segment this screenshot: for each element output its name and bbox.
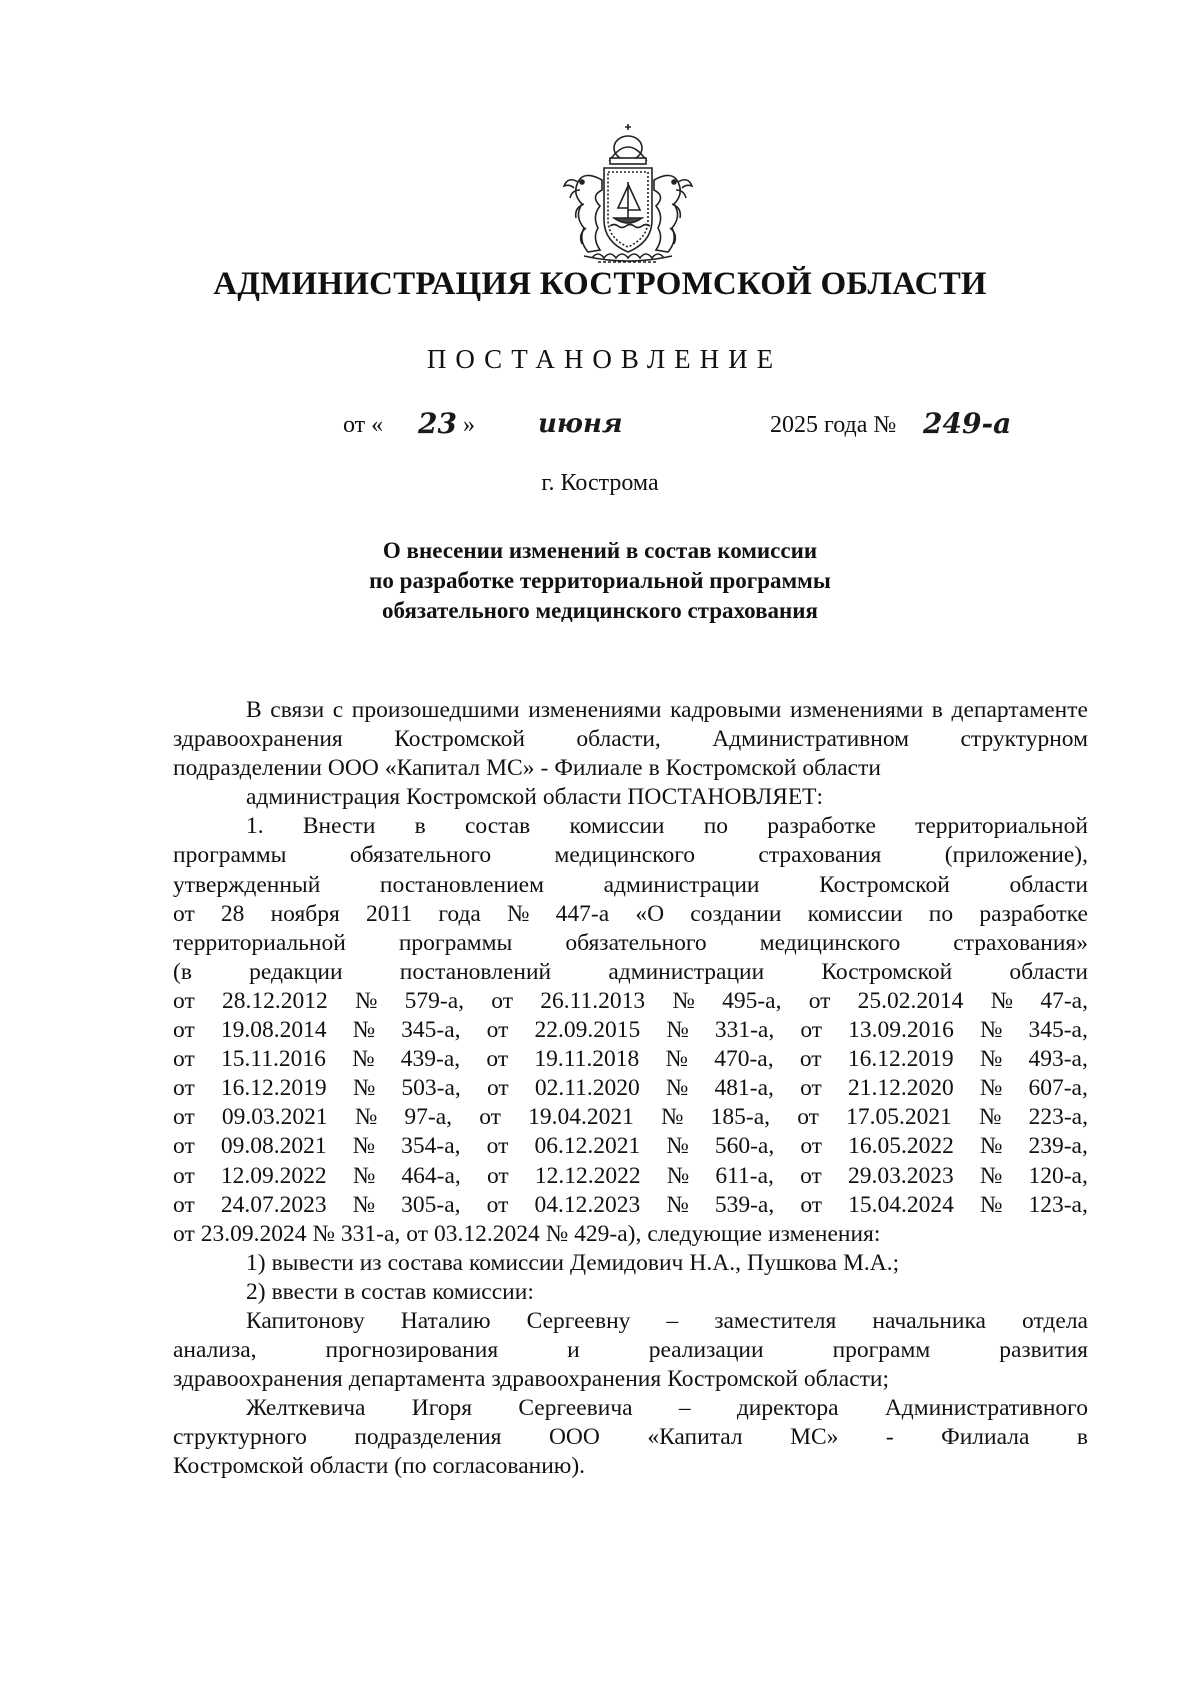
body-word: страхования» <box>953 929 1088 956</box>
body-word: от <box>799 1046 822 1073</box>
body-text-line <box>173 1336 1088 1365</box>
body-word: № <box>545 1220 569 1247</box>
date-day-close: » <box>463 412 475 438</box>
body-word: комиссии <box>468 1249 564 1276</box>
body-word: в <box>1076 1424 1088 1451</box>
body-word: 1. <box>246 813 264 840</box>
body-text-line <box>173 1365 1088 1394</box>
body-word: 22.09.2015 <box>534 1017 641 1044</box>
body-word: по <box>703 813 729 840</box>
body-word: от <box>173 1191 195 1218</box>
body-word: комиссии <box>807 900 903 927</box>
body-word: 123-а, <box>1028 1191 1088 1218</box>
body-word: (в <box>173 958 192 985</box>
body-word: Филиала <box>941 1424 1030 1451</box>
body-text-line <box>173 1191 1088 1220</box>
body-word: области <box>1009 871 1088 898</box>
body-word: 2) <box>246 1278 266 1305</box>
body-word: 354-а, <box>401 1133 461 1160</box>
body-word: № <box>666 1162 690 1189</box>
body-word: Н.А., <box>689 1249 741 1276</box>
body-word: Костромской <box>667 1366 798 1393</box>
body-word: № <box>666 1191 689 1218</box>
body-word: следующие <box>647 1220 763 1247</box>
body-word: от <box>173 900 195 927</box>
body-word: от <box>486 1162 509 1189</box>
body-word: от <box>486 1017 509 1044</box>
body-word: - <box>540 755 549 782</box>
body-word: 25.02.2014 <box>857 987 964 1014</box>
body-word: от <box>808 987 831 1014</box>
body-word: 495-а, <box>722 987 782 1014</box>
body-text-line <box>173 1452 1088 1481</box>
body-word: отдела <box>1022 1307 1088 1334</box>
body-word: 345-а, <box>1028 1017 1088 1044</box>
body-word: 09.08.2021 <box>220 1133 327 1160</box>
body-word: № <box>979 1162 1003 1189</box>
body-word: № <box>990 987 1014 1014</box>
body-text-line <box>173 900 1088 929</box>
body-word: связи <box>270 697 325 723</box>
body-word: 47-а, <box>1040 987 1088 1014</box>
body-word: медицинского <box>554 842 695 869</box>
body-word: от <box>486 1075 509 1102</box>
body-word: № <box>979 1017 1003 1044</box>
body-word: области <box>309 1453 389 1480</box>
body-word: Костромской <box>821 958 953 985</box>
body-word: № <box>979 1104 1002 1131</box>
body-word: подразделении <box>173 755 322 782</box>
body-word: развития <box>999 1337 1088 1364</box>
body-word: 560-а, <box>714 1133 775 1160</box>
body-word: «О <box>635 900 665 927</box>
body-word: от <box>486 1133 509 1160</box>
body-word: от <box>173 1220 195 1247</box>
body-word: создании <box>690 900 782 927</box>
body-word: № <box>507 900 530 927</box>
subject-line: по разработке территориальной программы <box>369 568 831 593</box>
body-word: 429-а), <box>574 1220 642 1247</box>
body-word: 19.04.2021 <box>528 1104 634 1131</box>
body-word: от <box>486 1191 509 1218</box>
body-word: 2011 <box>366 900 413 927</box>
body-word: 16.05.2022 <box>848 1133 954 1160</box>
body-word: 464-а, <box>401 1162 461 1189</box>
body-text-line <box>173 812 1088 841</box>
body-word: М.А.; <box>842 1249 900 1276</box>
body-text-line <box>173 1045 1088 1074</box>
body-word: 503-а, <box>401 1075 461 1102</box>
body-word: структурного <box>173 1424 307 1451</box>
body-word: 24.07.2023 <box>220 1191 327 1218</box>
body-word: 331-а, <box>714 1017 775 1044</box>
body-text-line <box>173 1132 1088 1161</box>
body-word: в <box>648 755 660 782</box>
body-word: ООО <box>548 1424 600 1451</box>
body-word: 28.12.2012 <box>221 987 328 1014</box>
body-word: изменениями <box>528 697 662 723</box>
body-text-line <box>173 841 1088 870</box>
body-word: Сергеевича <box>518 1395 633 1422</box>
body-text-line <box>173 987 1088 1016</box>
body-word: по <box>928 900 954 927</box>
body-word: с <box>332 697 344 723</box>
body-word: от <box>800 1162 822 1189</box>
body-word: «Капитал <box>384 755 481 782</box>
document-subject <box>0 536 1200 626</box>
body-word: программы <box>398 929 513 956</box>
body-word: кадровыми <box>670 697 782 723</box>
body-word: 02.11.2020 <box>534 1075 640 1102</box>
body-word: территориальной <box>173 929 346 956</box>
body-word: 607-а, <box>1028 1075 1088 1102</box>
body-word: редакции <box>249 958 343 985</box>
body-word: 470-а, <box>714 1046 774 1073</box>
body-word: «Капитал <box>647 1424 743 1451</box>
body-word: в <box>931 697 943 723</box>
body-word: 16.12.2019 <box>847 1046 954 1073</box>
body-word: страхования <box>758 842 882 869</box>
body-word: 04.12.2023 <box>534 1191 641 1218</box>
body-word: № <box>665 1046 688 1073</box>
body-word: 447-а <box>555 900 610 927</box>
body-word: администрация <box>246 784 401 811</box>
body-text-line <box>173 754 1088 783</box>
body-word: 439-а, <box>400 1046 461 1073</box>
body-word: № <box>352 1162 376 1189</box>
body-word: ноября <box>270 900 340 927</box>
body-word: № <box>665 1075 689 1102</box>
body-word: № <box>979 1133 1003 1160</box>
body-word: 26.11.2013 <box>540 987 646 1014</box>
body-word: (приложение), <box>944 842 1088 869</box>
body-word: от <box>800 1191 823 1218</box>
body-text-line <box>173 1220 1088 1249</box>
body-word: Демидович <box>569 1249 684 1276</box>
body-text-line <box>173 696 1088 725</box>
body-word: от <box>486 1046 509 1073</box>
body-text-line <box>173 783 1088 812</box>
body-word: Костромской <box>173 1453 304 1480</box>
body-word: 120-а, <box>1028 1162 1088 1189</box>
body-word: Филиале <box>554 755 643 782</box>
body-word: МС» <box>790 1424 839 1451</box>
body-word: вывести <box>271 1249 354 1276</box>
body-word: ввести <box>271 1278 338 1305</box>
body-word: № <box>666 1017 689 1044</box>
body-word: № <box>672 987 695 1014</box>
body-word: Костромской <box>394 726 525 753</box>
body-word: изменениями <box>789 697 924 723</box>
body-text-line <box>173 1103 1088 1132</box>
body-word: от <box>479 1104 501 1131</box>
body-word: № <box>354 987 378 1014</box>
handwritten-document-number: 249-а <box>923 407 1012 440</box>
date-line <box>0 407 1200 447</box>
body-word: заместителя <box>714 1307 837 1334</box>
body-word: 06.12.2021 <box>534 1133 641 1160</box>
body-word: разработке <box>979 900 1088 927</box>
body-word: прогнозирования <box>325 1337 499 1364</box>
body-word: Костромской <box>819 871 950 898</box>
body-word: № <box>979 1075 1003 1102</box>
body-word: 09.03.2021 <box>221 1104 328 1131</box>
body-word: области, <box>576 726 661 753</box>
body-word: администрации <box>603 871 760 898</box>
body-word: 97-а, <box>404 1104 453 1131</box>
date-prefix: от « <box>343 412 384 438</box>
body-word: начальника <box>872 1307 986 1334</box>
body-word: от <box>800 1075 822 1102</box>
body-word: МС» <box>486 755 535 782</box>
body-word: области; <box>803 1366 890 1393</box>
body-word: администрации <box>608 958 765 985</box>
body-word: 331-а, <box>340 1220 401 1247</box>
body-word: согласованию). <box>432 1453 586 1480</box>
body-word: 13.09.2016 <box>848 1017 954 1044</box>
body-word: департаменте <box>951 697 1088 723</box>
body-word: 611-а, <box>715 1162 774 1189</box>
body-text-line <box>173 871 1088 900</box>
body-word: № <box>352 1017 376 1044</box>
body-word: программы <box>173 842 287 869</box>
body-word: – <box>678 1395 691 1422</box>
body-text-line <box>173 1307 1088 1336</box>
body-word: от <box>800 1017 823 1044</box>
body-word: 12.09.2022 <box>220 1162 327 1189</box>
body-word: утвержденный <box>173 871 321 898</box>
body-word: в <box>414 813 426 840</box>
body-word: № <box>354 1104 378 1131</box>
body-text-line <box>173 1278 1088 1307</box>
body-word: 29.03.2023 <box>847 1162 954 1189</box>
body-word: от <box>173 987 195 1014</box>
body-word: Сергеевну <box>526 1307 631 1334</box>
body-word: Игоря <box>411 1395 473 1422</box>
handwritten-month: июня <box>538 409 623 439</box>
kostroma-coat-of-arms-icon <box>548 120 708 270</box>
body-word: 1) <box>246 1249 266 1276</box>
body-word: от <box>173 1162 195 1189</box>
body-word: Костромской <box>665 755 797 782</box>
body-word: Пушкова <box>746 1249 837 1276</box>
body-word: от <box>797 1104 819 1131</box>
body-word: комиссии <box>569 813 665 840</box>
body-word: № <box>352 1191 376 1218</box>
body-word: обязательного <box>565 929 707 956</box>
body-word: Костромской <box>406 784 537 811</box>
body-word: 239-а, <box>1028 1133 1088 1160</box>
body-word: от <box>173 1046 195 1073</box>
body-word: от <box>173 1017 195 1044</box>
body-word: произошедшими <box>351 697 520 723</box>
body-word: территориальной <box>915 813 1088 840</box>
body-word: и <box>567 1337 580 1364</box>
body-word: 19.08.2014 <box>220 1017 327 1044</box>
body-word: программ <box>832 1337 931 1364</box>
body-text-line <box>173 1162 1088 1191</box>
body-word: из <box>359 1249 382 1276</box>
body-word: № <box>979 1046 1003 1073</box>
subject-line: О внесении изменений в состав комиссии <box>382 538 818 563</box>
body-text-line <box>173 725 1088 754</box>
body-word: здравоохранения <box>173 726 343 753</box>
body-word: состав <box>464 813 531 840</box>
body-word: 305-а, <box>401 1191 461 1218</box>
body-word: 223-а, <box>1028 1104 1088 1131</box>
body-word: департамента <box>348 1366 486 1393</box>
body-word: 345-а, <box>401 1017 461 1044</box>
body-word: 23.09.2024 <box>200 1220 307 1247</box>
body-word: состава <box>387 1249 463 1276</box>
body-word: 15.11.2016 <box>220 1046 326 1073</box>
body-word: 12.12.2022 <box>534 1162 641 1189</box>
body-word: структурном <box>960 726 1088 753</box>
body-word: Желткевича <box>246 1395 366 1422</box>
body-word: 03.12.2024 <box>434 1220 540 1247</box>
body-word: года <box>438 900 481 927</box>
handwritten-day: 23 <box>418 407 457 440</box>
body-word: в <box>343 1278 356 1305</box>
subject-line: обязательного медицинского страхования <box>382 598 818 623</box>
body-word: Наталию <box>400 1307 491 1334</box>
body-text-line <box>173 929 1088 958</box>
body-word: постановлений <box>399 958 552 985</box>
body-word: от <box>173 1133 195 1160</box>
body-word: подразделения <box>354 1424 502 1451</box>
body-word: 493-а, <box>1028 1046 1088 1073</box>
body-word: В <box>246 697 262 723</box>
body-text-line <box>173 1394 1088 1423</box>
body-word: 28 <box>220 900 245 927</box>
body-word: здравоохранения <box>491 1366 662 1393</box>
body-word: Капитонову <box>246 1307 365 1334</box>
date-year-text: 2025 года № <box>770 412 897 438</box>
body-word: № <box>661 1104 684 1131</box>
body-word: – <box>666 1307 679 1334</box>
body-text-line <box>173 1423 1088 1452</box>
body-word: 15.04.2024 <box>848 1191 954 1218</box>
body-word: 19.11.2018 <box>534 1046 640 1073</box>
document-type-heading: ПОСТАНОВЛЕНИЕ <box>426 344 783 374</box>
body-word: от <box>173 1075 195 1102</box>
body-word: 539-а, <box>714 1191 775 1218</box>
body-text-line <box>173 958 1088 987</box>
body-word: № <box>666 1133 689 1160</box>
body-word: 579-а, <box>404 987 465 1014</box>
body-word: реализации <box>648 1337 764 1364</box>
body-word: области <box>542 784 622 811</box>
body-text-line <box>173 1016 1088 1045</box>
body-word: 481-а, <box>714 1075 774 1102</box>
body-word: Внести <box>302 813 376 840</box>
body-word: области <box>802 755 881 782</box>
body-word: медицинского <box>759 929 901 956</box>
body-word: комиссии: <box>432 1278 534 1305</box>
body-word: № <box>979 1191 1003 1218</box>
city-name: г. Кострома <box>541 470 659 496</box>
body-word: постановлением <box>379 871 544 898</box>
body-word: № <box>352 1133 376 1160</box>
body-word: от <box>800 1133 823 1160</box>
body-word: ООО <box>327 755 379 782</box>
body-word: № <box>352 1046 375 1073</box>
body-word: Административном <box>712 726 910 753</box>
body-word: от <box>173 1104 195 1131</box>
body-text-line <box>173 1074 1088 1103</box>
body-word: - <box>885 1424 894 1451</box>
body-word: ПОСТАНОВЛЯЕТ: <box>627 784 824 811</box>
document-body <box>173 696 1088 1482</box>
body-word: № <box>352 1075 376 1102</box>
body-word: состав <box>361 1278 427 1305</box>
body-word: разработке <box>767 813 876 840</box>
body-word: изменения: <box>768 1220 881 1247</box>
body-word: № <box>312 1220 335 1247</box>
organization-title: АДМИНИСТРАЦИЯ КОСТРОМСКОЙ ОБЛАСТИ <box>213 266 987 302</box>
body-word: обязательного <box>349 842 492 869</box>
body-word: 185-а, <box>710 1104 771 1131</box>
body-word: 17.05.2021 <box>846 1104 952 1131</box>
body-word: от <box>406 1220 428 1247</box>
body-word: 21.12.2020 <box>847 1075 954 1102</box>
body-word: (по <box>394 1453 427 1480</box>
body-word: директора <box>736 1395 839 1422</box>
body-word: здравоохранения <box>173 1366 343 1393</box>
body-text-line <box>173 1249 1088 1278</box>
body-word: 16.12.2019 <box>220 1075 327 1102</box>
body-word: области <box>1009 958 1088 985</box>
body-word: от <box>491 987 513 1014</box>
body-word: Административного <box>884 1395 1088 1422</box>
body-word: анализа, <box>173 1337 257 1364</box>
